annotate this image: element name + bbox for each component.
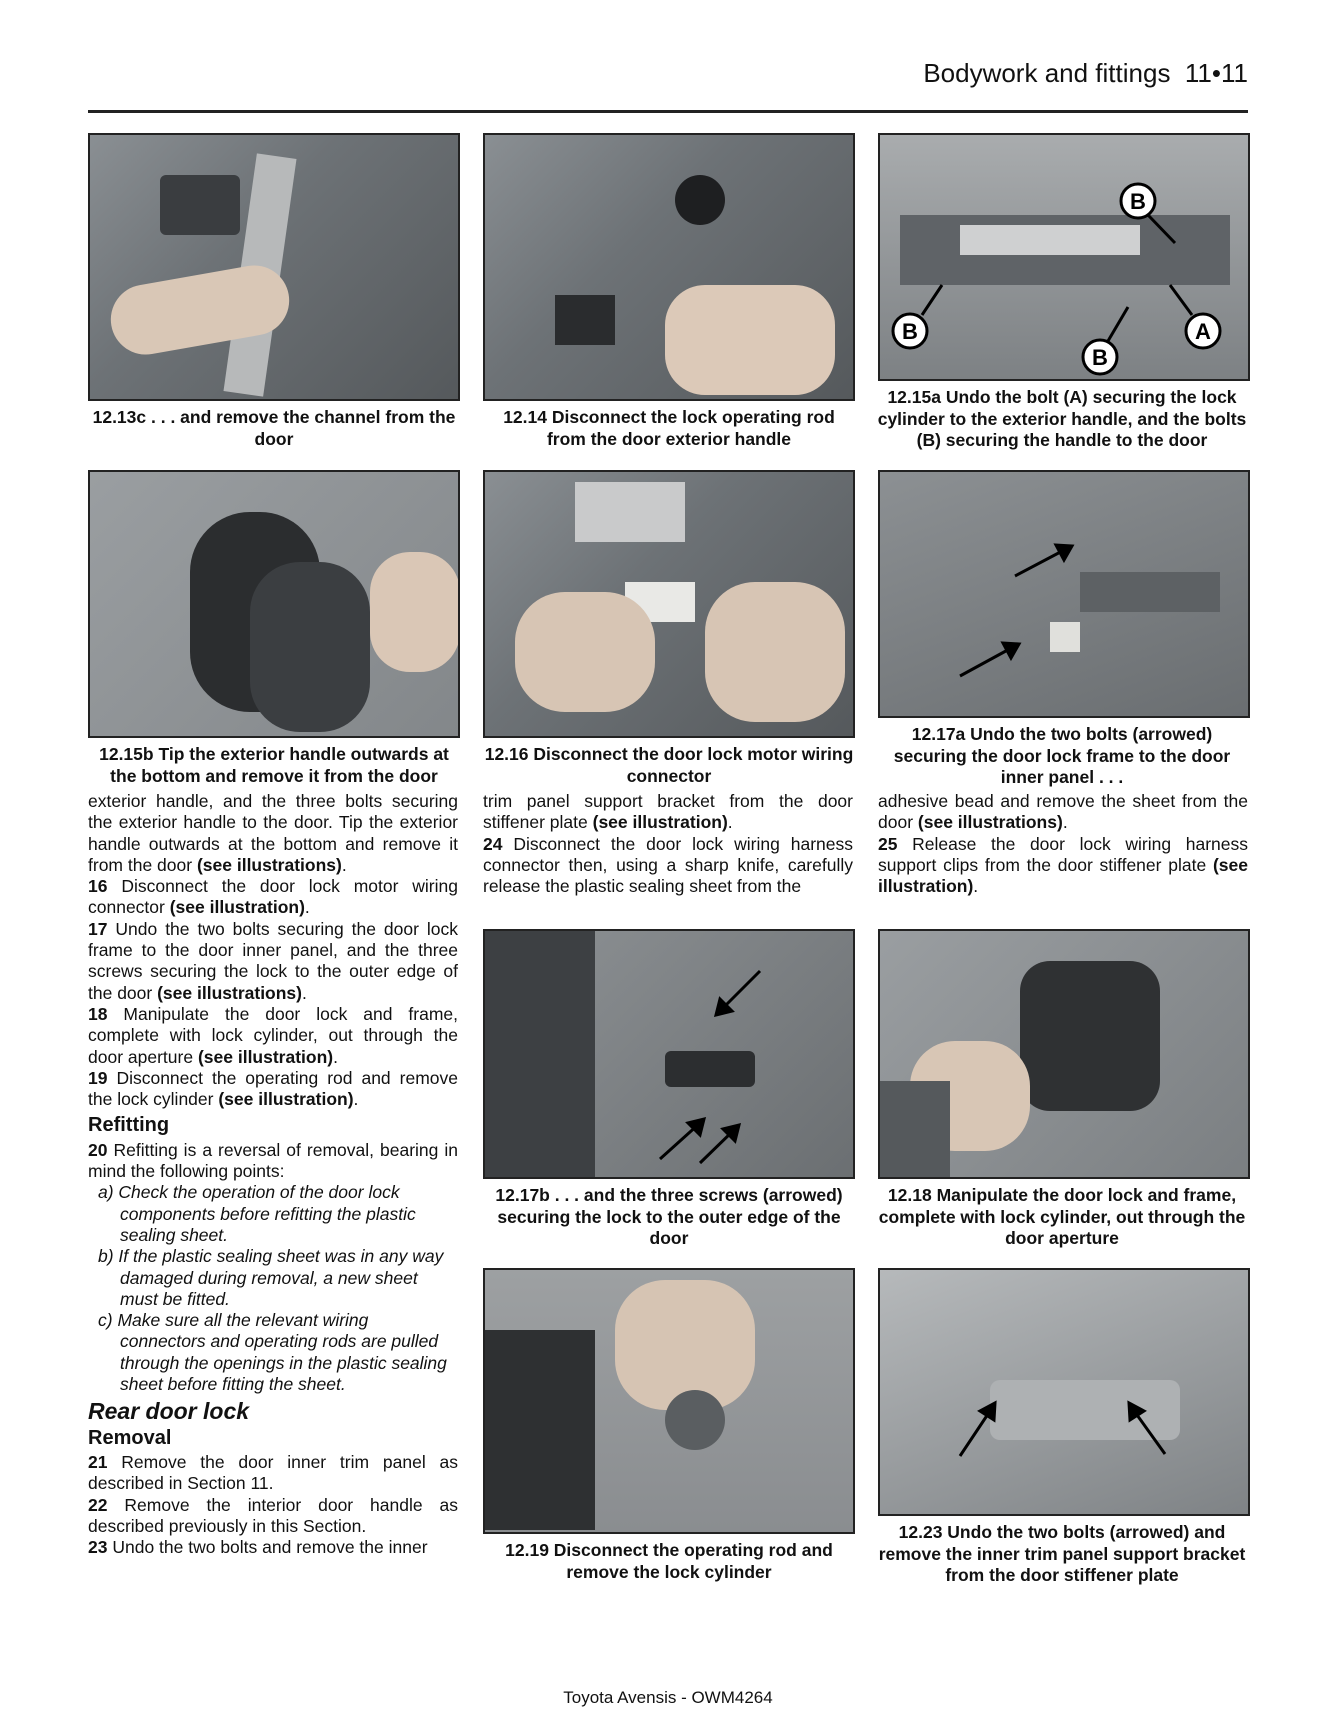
column-1-text [88, 791, 458, 1558]
paragraph-number: 22 [88, 1494, 108, 1515]
caption-12-14: 12.14 Disconnect the lock operating rod from the door exterior handle [503, 407, 835, 449]
column-3-text [878, 791, 1248, 897]
paragraph-24-text: Disconnect the door lock wiring harness connector then, using a sharp knife, carefully release the plastic sealing sheet from the [483, 833, 853, 897]
running-header [923, 58, 1248, 89]
photo-12-15a [878, 133, 1250, 381]
callout-b-top [1121, 184, 1155, 218]
photo-12-14 [483, 133, 855, 401]
callout-a-label: A [1195, 319, 1211, 344]
callout-b-bottom-label: B [1092, 345, 1108, 370]
see-illustration-ref: (see illustration) [218, 1089, 354, 1110]
caption-12-13c: 12.13c . . . and remove the channel from the door [92, 407, 456, 449]
caption-12-15b: 12.15b Tip the exterior handle outwards at the bottom and remove it from the door [99, 744, 449, 786]
paragraph-22-text: Remove the interior door handle as described previously in this Section. [88, 1494, 458, 1536]
see-illustrations-ref: (see illustrations) [157, 982, 302, 1003]
caption-12-18: 12.18 Manipulate the door lock and frame, complete with lock cylinder, out through the door aperture [878, 1185, 1246, 1248]
paragraph-number: 25 [878, 833, 898, 854]
paragraph-19: 19 Disconnect the operating rod and remove the lock cylinder (see illustration). [88, 1067, 458, 1110]
photo-12-17a [878, 470, 1250, 718]
paragraph-16-text: Disconnect the door lock motor wiring connector [88, 876, 458, 918]
callout-b-bottom [1083, 340, 1117, 374]
callout-b-top-label: B [1130, 189, 1146, 214]
paragraph-18: 18 Manipulate the door lock and frame, complete with lock cylinder, out through the door aperture (see illustration). [88, 1003, 458, 1067]
paragraph-24-cont-text: adhesive bead and remove the sheet from the door [878, 791, 1248, 833]
paragraph-number: 23 [88, 1537, 108, 1558]
list-item-a: a) Check the operation of the door lock components before refitting the plastic sealing sheet. [98, 1182, 416, 1245]
paragraph-17: 17 Undo the two bolts securing the door lock frame to the door inner panel, and the three screws securing the lock to the outer edge of the door (see illustrations). [88, 918, 458, 1003]
heading-removal: Removal [88, 1426, 172, 1449]
page-footer: Toyota Avensis - OWM4264 [563, 1688, 773, 1707]
caption-12-15a: 12.15a Undo the bolt (A) securing the lock cylinder to the exterior handle, and the bolts (B) securing the handle to the door [877, 387, 1247, 450]
paragraph-18-text: Manipulate the door lock and frame, complete with lock cylinder, out through the door aperture [88, 1003, 458, 1067]
paragraph-25: 25 Release the door lock wiring harness support clips from the door stiffener plate (see illustration). [878, 833, 1248, 897]
see-illustration-ref: (see illustration) [169, 897, 305, 918]
paragraph-23-continued: trim panel support bracket from the door stiffener plate (see illustration). [483, 791, 853, 833]
photo-12-17b [483, 929, 855, 1179]
paragraph-number: 16 [88, 876, 108, 897]
callout-b-left-label: B [902, 319, 918, 344]
paragraph-25-text: Release the door lock wiring harness support clips from the door stiffener plate [878, 833, 1248, 875]
paragraph-23-text: Undo the two bolts and remove the inner [112, 1537, 428, 1558]
paragraph-20 [88, 1140, 458, 1183]
paragraph-number: 24 [483, 833, 503, 854]
header-title: Bodywork and fittings [923, 58, 1171, 88]
column-2-text [483, 791, 853, 897]
photo-12-23 [878, 1268, 1250, 1516]
paragraph-23-cont-text: trim panel support bracket from the door stiffener plate [483, 791, 853, 833]
caption-12-16: 12.16 Disconnect the door lock motor wiring connector [484, 744, 854, 786]
see-illustration-ref: (see illustration) [878, 854, 1248, 897]
paragraph-number: 19 [88, 1067, 108, 1088]
heading-refitting: Refitting [88, 1114, 170, 1137]
paragraph-number: 18 [88, 1003, 108, 1024]
paragraph-16: 16 Disconnect the door lock motor wiring connector (see illustration). [88, 876, 458, 918]
see-illustrations-ref: (see illustrations) [196, 854, 342, 875]
photo-12-15b [88, 470, 460, 738]
photo-12-13c [88, 133, 460, 401]
caption-12-17a: 12.17a Undo the two bolts (arrowed) securing the door lock frame to the door inner panel . . . [893, 724, 1231, 787]
paragraph-21 [88, 1452, 458, 1495]
paragraph-number: 17 [88, 918, 108, 939]
photo-12-16 [483, 470, 855, 738]
paragraph-21-text: Remove the door inner trim panel as described in Section 11. [88, 1451, 458, 1494]
caption-12-23: 12.23 Undo the two bolts (arrowed) and remove the inner trim panel support bracket from the door stiffener plate [878, 1522, 1246, 1585]
see-illustration-ref: (see illustration) [592, 812, 728, 833]
heading-rear-door-lock: Rear door lock [88, 1398, 250, 1425]
photo-12-18 [878, 929, 1250, 1179]
paragraph-20-text: Refitting is a reversal of removal, bearing in mind the following points: [88, 1139, 458, 1182]
paragraph-15-continued: exterior handle, and the three bolts securing the exterior handle to the door. Tip the exterior handle outwards at the bottom and remove it from the door (see illustrations). [88, 791, 458, 875]
callout-a [1186, 314, 1220, 348]
paragraph-17-text: Undo the two bolts securing the door lock frame to the door inner panel, and the three screws securing the lock to the outer edge of the door [88, 918, 458, 1003]
see-illustration-ref: (see illustration) [197, 1046, 334, 1067]
paragraph-24-continued: adhesive bead and remove the sheet from the door (see illustrations). [878, 791, 1248, 833]
paragraph-number: 20 [88, 1139, 108, 1160]
photo-12-19 [483, 1268, 855, 1534]
paragraph-24 [483, 834, 853, 898]
header-page-number: 11•11 [1184, 58, 1248, 88]
list-item-b: b) If the plastic sealing sheet was in any way damaged during removal, a new sheet must be fitted. [98, 1246, 444, 1309]
caption-12-17b: 12.17b . . . and the three screws (arrowed) securing the lock to the outer edge of the door [495, 1185, 843, 1248]
header-rule [88, 110, 1248, 113]
paragraph-number: 21 [88, 1451, 108, 1472]
paragraph-15-text: exterior handle, and the three bolts securing the exterior handle to the door. Tip the exterior handle outwards at the bottom and remove it from the door [88, 791, 458, 875]
paragraph-22 [88, 1495, 458, 1538]
callout-b-left [893, 314, 927, 348]
see-illustrations-ref: (see illustrations) [917, 812, 1063, 833]
list-item-c: c) Make sure all the relevant wiring connectors and operating rods are pulled through the openings in the plastic sealing sheet before fitting the sheet. [98, 1310, 447, 1395]
caption-12-19: 12.19 Disconnect the operating rod and remove the lock cylinder [505, 1540, 833, 1582]
paragraph-23 [88, 1537, 458, 1558]
paragraph-19-text: Disconnect the operating rod and remove the lock cylinder [88, 1067, 458, 1110]
